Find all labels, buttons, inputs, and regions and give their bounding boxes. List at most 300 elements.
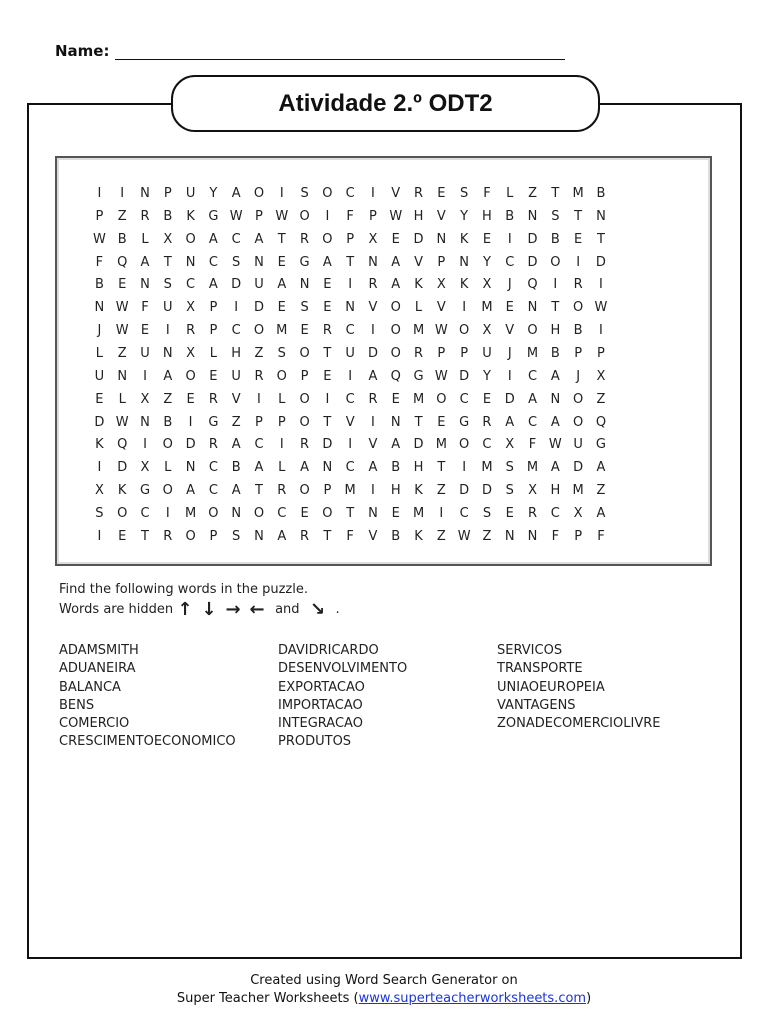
grid-letter: G — [139, 483, 151, 499]
grid-letter: M — [481, 300, 493, 316]
instruction-prefix: Words are hidden — [59, 601, 174, 617]
grid-letter: R — [300, 437, 310, 453]
grid-letter: G — [413, 368, 424, 384]
grid-letter: R — [186, 323, 196, 339]
grid-letter: U — [254, 277, 264, 293]
grid-letter: R — [163, 528, 173, 544]
grid-letter: D — [253, 300, 264, 316]
grid-letter: B — [550, 346, 560, 362]
grid-letter: B — [163, 208, 173, 224]
grid-letter: N — [322, 460, 333, 476]
grid-letter: I — [576, 254, 581, 270]
grid-letter: H — [482, 208, 492, 224]
grid-letter: L — [209, 346, 217, 362]
grid-letter: O — [185, 368, 196, 384]
grid-letter: F — [346, 208, 354, 224]
grid-letter: A — [550, 460, 560, 476]
grid-letter: T — [551, 300, 560, 316]
grid-letter: O — [299, 346, 310, 362]
grid-letter: U — [573, 437, 583, 453]
grid-letter: K — [414, 528, 423, 544]
grid-letter: S — [277, 346, 286, 362]
grid-letter: O — [253, 323, 265, 339]
grid-letter: I — [462, 300, 467, 316]
grid-letter: F — [597, 528, 605, 544]
grid-letter: I — [97, 528, 102, 544]
grid-letter: N — [527, 300, 538, 316]
grid-letter: T — [323, 346, 332, 362]
grid-letter: V — [505, 323, 515, 339]
grid-letter: Z — [231, 414, 241, 430]
word-item: DESENVOLVIMENTO — [278, 661, 408, 677]
grid-letter: A — [254, 231, 264, 247]
grid-letter: R — [322, 323, 332, 339]
grid-letter: P — [277, 414, 286, 430]
grid-letter: S — [300, 300, 309, 316]
word-list-column-2 — [278, 642, 407, 752]
word-list-column-1 — [59, 642, 236, 752]
grid-letter: H — [390, 483, 401, 499]
grid-letter: A — [208, 231, 218, 247]
grid-letter: G — [595, 437, 606, 453]
word-item: TRANSPORTE — [497, 661, 583, 677]
grid-letter: T — [346, 254, 355, 270]
grid-letter: R — [368, 391, 378, 407]
footer-line-1: Created using Word Search Generator on — [250, 973, 518, 988]
grid-letter: J — [576, 368, 581, 384]
grid-letter: V — [368, 528, 378, 544]
grid-letter: E — [323, 368, 332, 384]
grid-letter: U — [94, 368, 105, 384]
grid-letter: M — [526, 346, 539, 362]
grid-letter: O — [276, 368, 287, 384]
grid-letter: Z — [117, 346, 127, 362]
grid-letter: K — [414, 277, 423, 293]
grid-letter: P — [346, 231, 355, 247]
grid-letter: O — [527, 323, 538, 339]
grid-letter: A — [550, 414, 560, 430]
grid-letter: E — [118, 277, 127, 293]
grid-letter: C — [345, 186, 355, 201]
grid-letter: U — [482, 346, 492, 362]
grid-letter: C — [345, 460, 355, 476]
grid-letter: F — [551, 528, 560, 544]
grid-letter: D — [504, 391, 515, 407]
arrow-left-icon: ← — [249, 598, 265, 620]
grid-letter: N — [254, 254, 264, 270]
grid-letter: F — [483, 186, 491, 201]
arrow-right-icon: → — [225, 598, 241, 620]
grid-letter: P — [95, 208, 104, 224]
grid-letter: A — [163, 368, 173, 384]
grid-letter: L — [506, 186, 514, 201]
name-label: Name: — [55, 42, 110, 60]
grid-letter: P — [597, 346, 605, 362]
grid-letter: I — [371, 323, 375, 339]
grid-letter: A — [391, 254, 401, 270]
grid-letter: N — [117, 368, 128, 384]
grid-letter: N — [550, 391, 561, 407]
word-search-grid — [88, 183, 612, 549]
grid-letter: D — [459, 483, 470, 499]
grid-letter: C — [528, 368, 538, 384]
grid-letter: N — [527, 208, 538, 224]
grid-letter: C — [482, 437, 492, 453]
grid-letter: I — [507, 368, 512, 384]
grid-letter: M — [412, 323, 425, 339]
grid-letter: G — [299, 254, 310, 270]
grid-letter: A — [231, 186, 241, 201]
grid-letter: L — [278, 391, 286, 407]
grid-letter: E — [391, 391, 400, 407]
grid-letter: I — [371, 186, 375, 201]
grid-letter: N — [231, 506, 242, 522]
grid-letter: I — [143, 368, 147, 384]
grid-letter: I — [371, 414, 375, 430]
grid-letter: T — [323, 528, 332, 544]
grid-letter: P — [209, 528, 218, 544]
grid-letter: V — [436, 208, 446, 224]
grid-letter: E — [277, 254, 286, 270]
grid-letter: C — [231, 231, 241, 247]
instruction-and: and — [275, 601, 300, 617]
grid-letter: X — [436, 277, 446, 293]
grid-letter: V — [368, 437, 378, 453]
grid-letter: W — [594, 300, 608, 316]
grid-letter: N — [94, 300, 105, 316]
grid-letter: S — [163, 277, 172, 293]
grid-letter: E — [140, 323, 150, 339]
grid-letter: U — [345, 346, 355, 362]
word-list-column-3 — [497, 642, 660, 733]
grid-letter: I — [234, 300, 239, 316]
grid-letter: P — [437, 346, 446, 362]
grid-letter: S — [482, 506, 492, 522]
grid-letter: X — [163, 231, 173, 247]
grid-letter: R — [368, 277, 378, 293]
grid-letter: A — [368, 368, 378, 384]
grid-letter: O — [550, 254, 561, 270]
word-item: ADAMSMITH — [59, 643, 139, 658]
grid-letter: N — [185, 460, 196, 476]
grid-letter: T — [141, 528, 149, 544]
grid-letter: W — [434, 368, 448, 384]
grid-letter: I — [348, 277, 353, 293]
grid-letter: X — [186, 300, 196, 316]
grid-letter: R — [208, 437, 218, 453]
grid-letter: E — [186, 391, 195, 407]
grid-letter: T — [551, 186, 560, 201]
grid-letter: I — [97, 186, 102, 201]
grid-letter: C — [254, 437, 264, 453]
grid-letter: A — [140, 254, 150, 270]
grid-letter: I — [462, 460, 467, 476]
grid-letter: W — [115, 300, 129, 316]
grid-letter: O — [185, 231, 196, 247]
grid-letter: O — [299, 208, 310, 224]
grid-letter: X — [94, 483, 104, 499]
grid-letter: A — [277, 528, 287, 544]
grid-letter: M — [526, 460, 539, 476]
grid-letter: K — [95, 437, 104, 453]
grid-letter: L — [95, 346, 104, 362]
grid-letter: D — [459, 368, 470, 384]
grid-letter: R — [414, 346, 424, 362]
grid-letter: R — [277, 483, 287, 499]
grid-letter: A — [391, 437, 401, 453]
grid-letter: O — [390, 300, 401, 316]
grid-letter: C — [231, 323, 241, 339]
grid-letter: I — [97, 460, 102, 476]
grid-letter: P — [574, 528, 583, 544]
grid-letter: F — [528, 437, 537, 453]
grid-letter: N — [162, 346, 173, 362]
grid-letter: D — [367, 346, 378, 362]
grid-letter: Y — [482, 368, 491, 384]
grid-letter: A — [231, 483, 241, 499]
grid-letter: Y — [460, 208, 469, 224]
grid-letter: S — [232, 528, 241, 544]
grid-letter: O — [322, 506, 333, 522]
grid-letter: Z — [596, 391, 606, 407]
grid-letter: D — [185, 437, 196, 453]
grid-letter: M — [412, 391, 425, 407]
page-title: Atividade 2.º ODT2 — [278, 89, 493, 117]
grid-letter: X — [596, 368, 606, 384]
grid-letter: H — [231, 346, 242, 362]
word-item: PRODUTOS — [278, 734, 352, 750]
word-item: DAVIDRICARDO — [278, 643, 379, 658]
grid-letter: N — [368, 506, 378, 522]
grid-letter: P — [323, 483, 332, 499]
grid-letter: C — [345, 391, 355, 407]
grid-letter: C — [528, 414, 538, 430]
grid-letter: F — [346, 528, 354, 544]
grid-letter: E — [574, 231, 583, 247]
grid-letter: N — [527, 528, 538, 544]
grid-letter: E — [505, 300, 514, 316]
grid-letter: S — [505, 483, 514, 499]
grid-letter: E — [437, 414, 446, 430]
grid-letter: T — [414, 414, 423, 430]
grid-letter: I — [439, 506, 444, 522]
grid-letter: E — [95, 391, 104, 407]
grid-letter: P — [209, 323, 218, 339]
grid-letter: B — [505, 208, 515, 224]
grid-letter: I — [120, 186, 125, 201]
grid-letter: G — [459, 414, 470, 430]
grid-letter: P — [209, 300, 218, 316]
grid-letter: O — [436, 391, 447, 407]
grid-letter: E — [437, 186, 446, 201]
grid-letter: K — [459, 231, 469, 247]
grid-letter: K — [414, 483, 423, 499]
grid-letter: Y — [209, 186, 218, 201]
grid-letter: Q — [390, 368, 401, 384]
footer-prefix: Super Teacher Worksheets ( — [176, 991, 359, 1006]
grid-letter: S — [460, 186, 469, 201]
grid-letter: I — [257, 391, 261, 407]
grid-letter: O — [322, 186, 333, 201]
grid-letter: A — [391, 277, 401, 293]
grid-letter: N — [459, 254, 470, 270]
grid-letter: Z — [254, 346, 264, 362]
grid-letter: E — [300, 506, 309, 522]
grid-letter: E — [277, 300, 286, 316]
grid-letter: I — [348, 437, 353, 453]
grid-letter: W — [92, 231, 106, 247]
grid-letter: S — [505, 460, 514, 476]
grid-letter: P — [255, 414, 263, 430]
grid-letter: I — [507, 231, 512, 247]
grid-letter: O — [573, 414, 584, 430]
grid-letter: O — [390, 323, 401, 339]
grid-letter: N — [185, 254, 196, 270]
name-field-row — [55, 38, 565, 60]
grid-letter: F — [95, 254, 104, 270]
grid-letter: O — [299, 391, 310, 407]
grid-letter: R — [254, 368, 264, 384]
grid-letter: V — [391, 186, 401, 201]
grid-letter: O — [459, 323, 470, 339]
grid-letter: Z — [528, 186, 537, 201]
grid-letter: O — [459, 437, 470, 453]
grid-letter: C — [459, 506, 469, 522]
grid-letter: L — [118, 391, 126, 407]
grid-letter: H — [413, 208, 424, 224]
grid-letter: U — [163, 300, 173, 316]
grid-letter: N — [140, 186, 150, 201]
word-item: EXPORTACAO — [278, 679, 365, 695]
grid-letter: X — [368, 231, 378, 247]
word-item: COMERCIO — [59, 716, 130, 732]
grid-letter: Z — [163, 391, 173, 407]
grid-letter: G — [208, 208, 219, 224]
grid-letter: H — [550, 483, 561, 499]
grid-letter: A — [368, 460, 378, 476]
grid-letter: O — [117, 506, 128, 522]
grid-letter: T — [596, 231, 605, 247]
word-item: ADUANEIRA — [59, 661, 136, 677]
grid-letter: P — [369, 208, 377, 224]
grid-letter: I — [279, 186, 284, 201]
grid-letter: R — [528, 506, 538, 522]
grid-letter: E — [323, 277, 332, 293]
grid-letter: D — [595, 254, 606, 270]
grid-letter: O — [162, 483, 173, 499]
name-blank-line[interactable] — [115, 43, 565, 60]
grid-letter: X — [482, 277, 492, 293]
grid-letter: T — [346, 506, 355, 522]
grid-letter: L — [164, 460, 172, 476]
grid-letter: A — [528, 391, 537, 407]
grid-letter: N — [504, 528, 515, 544]
grid-letter: I — [188, 414, 193, 430]
grid-letter: P — [574, 346, 583, 362]
grid-letter: X — [186, 346, 196, 362]
grid-letter: K — [117, 483, 127, 499]
grid-letter: E — [323, 300, 332, 316]
grid-letter: M — [276, 323, 288, 339]
grid-letter: I — [599, 277, 603, 293]
grid-letter: I — [371, 483, 375, 499]
instruction-line-2 — [59, 599, 346, 619]
grid-letter: L — [278, 460, 286, 476]
instructions — [59, 579, 346, 619]
grid-letter: I — [325, 208, 330, 224]
grid-letter: M — [572, 483, 584, 499]
grid-letter: M — [184, 506, 197, 522]
grid-letter: I — [599, 323, 603, 339]
grid-letter: D — [94, 414, 105, 430]
grid-letter: E — [482, 391, 492, 407]
grid-letter: A — [300, 460, 310, 476]
grid-letter: D — [231, 277, 242, 293]
grid-letter: P — [460, 346, 469, 362]
grid-letter: R — [414, 186, 424, 201]
word-item: IMPORTACAO — [278, 697, 363, 713]
grid-letter: P — [255, 208, 263, 224]
grid-letter: N — [345, 300, 356, 316]
grid-letter: V — [231, 391, 241, 407]
grid-letter: E — [300, 323, 309, 339]
grid-letter: Y — [482, 254, 491, 270]
grid-letter: X — [140, 460, 150, 476]
grid-letter: X — [482, 323, 492, 339]
grid-letter: D — [527, 231, 538, 247]
grid-letter: R — [300, 528, 310, 544]
grid-letter: B — [391, 528, 401, 544]
grid-letter: A — [322, 254, 332, 270]
arrow-diagonal-down-right-icon: ↘ — [310, 598, 326, 620]
superteacher-link[interactable]: www.superteacherworksheets.com — [358, 991, 587, 1006]
grid-letter: O — [299, 483, 310, 499]
grid-letter: I — [325, 391, 330, 407]
grid-letter: W — [389, 208, 403, 224]
grid-letter: Z — [596, 483, 606, 499]
grid-letter: Z — [482, 528, 492, 544]
grid-letter: B — [94, 277, 104, 293]
grid-letter: Q — [117, 437, 128, 453]
grid-letter: N — [140, 414, 150, 430]
grid-letter: I — [165, 323, 170, 339]
grid-letter: M — [481, 460, 493, 476]
grid-letter: Q — [595, 414, 607, 430]
grid-letter: R — [300, 231, 310, 247]
grid-letter: C — [208, 483, 218, 499]
grid-letter: S — [232, 254, 241, 270]
grid-letter: P — [163, 186, 172, 201]
grid-letter: W — [457, 528, 471, 544]
grid-letter: D — [117, 460, 128, 476]
grid-letter: M — [435, 437, 447, 453]
word-item: CRESCIMENTOECONOMICO — [59, 734, 236, 750]
grid-letter: C — [140, 506, 150, 522]
grid-letter: C — [459, 391, 469, 407]
grid-letter: B — [231, 460, 241, 476]
grid-letter: I — [553, 277, 558, 293]
grid-letter: T — [574, 208, 583, 224]
grid-letter: P — [300, 368, 309, 384]
grid-letter: A — [596, 460, 606, 476]
grid-letter: O — [390, 346, 401, 362]
grid-letter: F — [141, 300, 149, 316]
grid-letter: W — [115, 323, 129, 339]
grid-letter: C — [186, 277, 196, 293]
arrow-up-icon: ↑ — [177, 598, 193, 620]
grid-letter: N — [254, 528, 264, 544]
grid-letter: E — [391, 506, 400, 522]
